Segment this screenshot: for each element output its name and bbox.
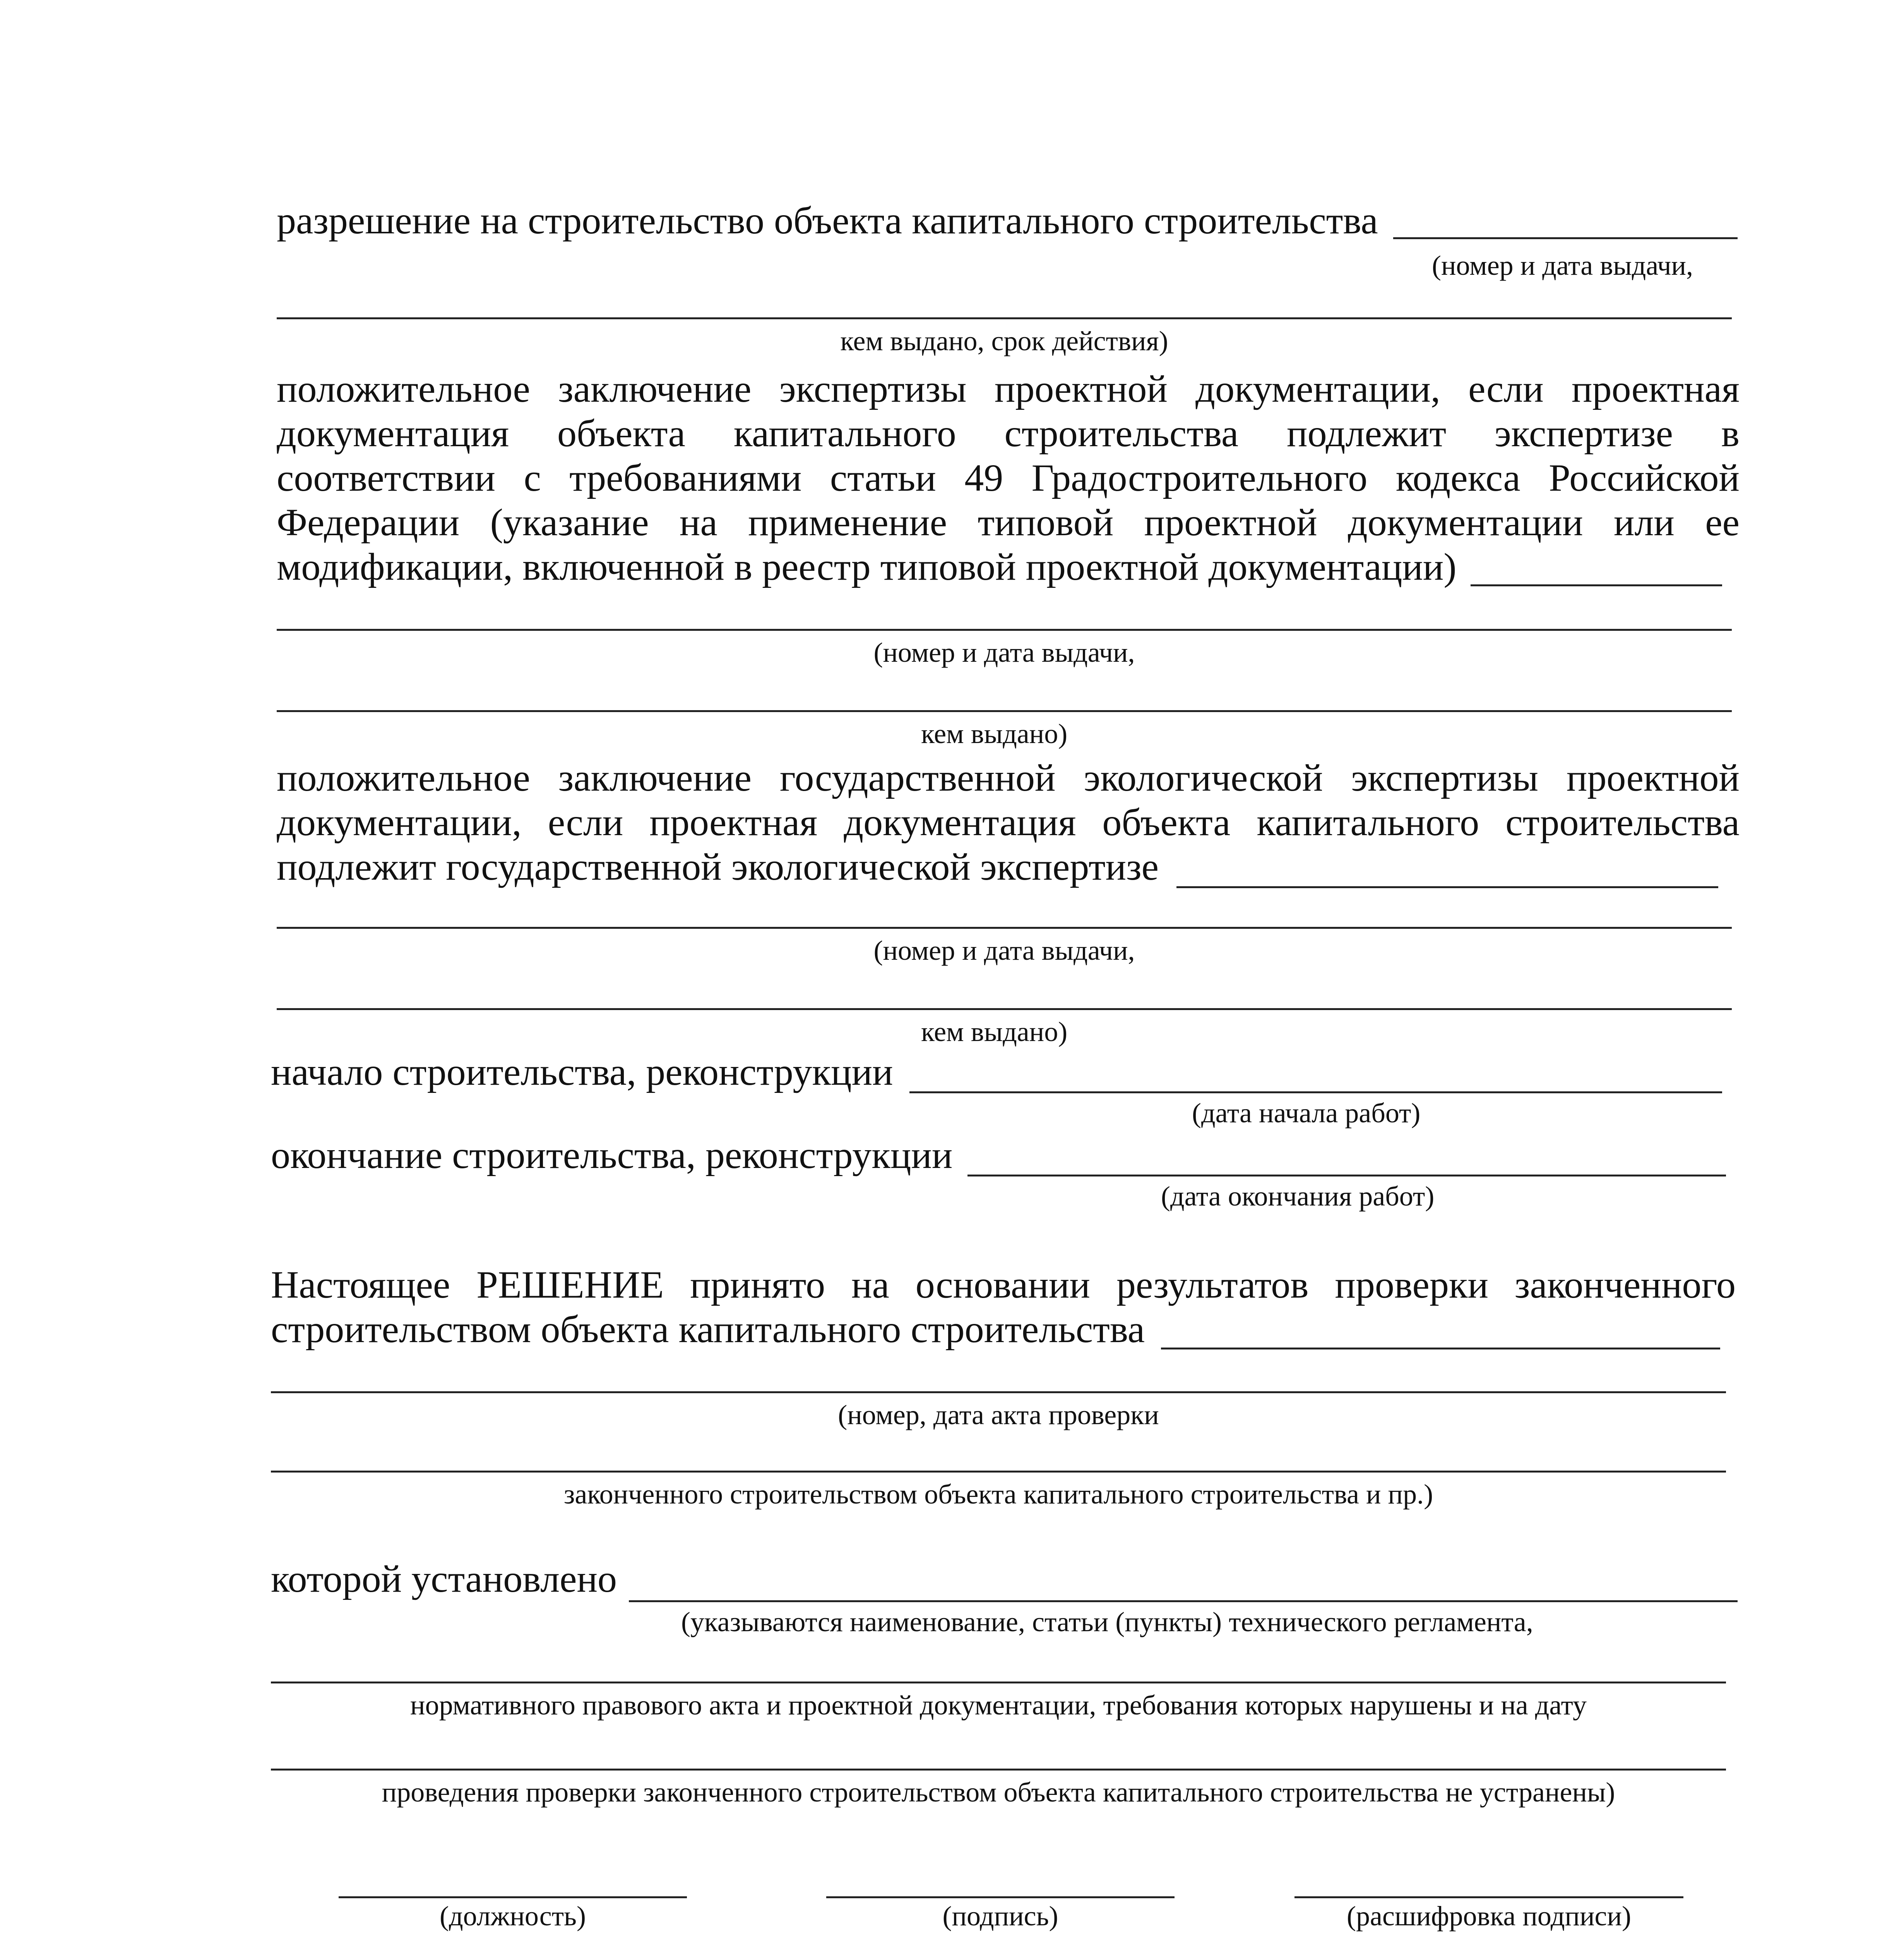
eco-caption-1: (номер и дата выдачи,	[873, 935, 1135, 966]
eco-caption-2: кем выдано)	[921, 1016, 1068, 1047]
signature-1-position-line[interactable]	[339, 1896, 687, 1898]
decision-number-line-2[interactable]	[271, 1391, 1726, 1393]
permit-caption-1: (номер и дата выдачи,	[1432, 250, 1693, 281]
expertise-line-1: положительное заключение экспертизы проектной документации, если проектная	[277, 367, 1740, 410]
established-caption-1: (указываются наименование, статьи (пункты) технического регламента,	[681, 1606, 1533, 1637]
decision-line-2: строительством объекта капитального строительства	[271, 1308, 1145, 1351]
established-caption-3: проведения проверки законченного строительством объекта капитального строительства не устранены)	[382, 1777, 1615, 1808]
permit-label: разрешение на строительство объекта капитального строительства	[277, 199, 1378, 242]
signature-1-sign-line[interactable]	[826, 1896, 1175, 1898]
established-line-2[interactable]	[271, 1682, 1726, 1683]
eco-line-3: подлежит государственной экологической экспертизе	[277, 845, 1159, 888]
expertise-number-line-2[interactable]	[277, 629, 1732, 631]
decision-caption-2: законченного строительством объекта капитального строительства и пр.)	[563, 1479, 1433, 1510]
established-line-3[interactable]	[271, 1769, 1726, 1771]
signature-1-decoding-line[interactable]	[1294, 1896, 1683, 1898]
start-caption: (дата начала работ)	[1192, 1098, 1421, 1128]
expertise-line-2: документация объекта капитального строительства подлежит экспертизе в	[277, 412, 1740, 455]
decision-number-line-1[interactable]	[1161, 1348, 1720, 1349]
end-label: окончание строительства, реконструкции	[271, 1134, 953, 1176]
permit-number-line[interactable]	[1393, 237, 1738, 239]
permit-caption-2: кем выдано, срок действия)	[840, 325, 1168, 356]
expertise-line-3: соответствии с требованиями статьи 49 Градостроительного кодекса Российской	[277, 456, 1740, 499]
end-caption: (дата окончания работ)	[1161, 1181, 1435, 1212]
decision-caption-1: (номер, дата акта проверки	[838, 1399, 1159, 1430]
expertise-issuer-line[interactable]	[277, 710, 1732, 712]
expertise-caption-2: кем выдано)	[921, 718, 1068, 749]
eco-issuer-line[interactable]	[277, 1008, 1732, 1010]
start-date-line[interactable]	[909, 1091, 1722, 1093]
eco-number-line-1[interactable]	[1176, 886, 1718, 888]
signature-1-position-caption: (должность)	[440, 1901, 586, 1932]
start-label: начало строительства, реконструкции	[271, 1050, 893, 1093]
eco-line-1: положительное заключение государственной экологической экспертизы проектной	[277, 756, 1740, 799]
expertise-number-line-1[interactable]	[1471, 584, 1722, 586]
expertise-line-4: Федерации (указание на применение типовой проектной документации или ее	[277, 501, 1740, 544]
expertise-line-5: модификации, включенной в реестр типовой проектной документации)	[277, 545, 1457, 588]
end-date-line[interactable]	[967, 1175, 1726, 1176]
signature-1-sign-caption: (подпись)	[942, 1901, 1058, 1932]
eco-line-2: документации, если проектная документация объекта капитального строительства	[277, 801, 1740, 844]
eco-number-line-2[interactable]	[277, 927, 1732, 929]
decision-line-1: Настоящее РЕШЕНИЕ принято на основании результатов проверки законченного	[271, 1263, 1736, 1306]
established-label: которой установлено	[271, 1557, 617, 1600]
expertise-caption-1: (номер и дата выдачи,	[873, 637, 1135, 668]
signature-1-decoding-caption: (расшифровка подписи)	[1347, 1901, 1631, 1932]
decision-detail-line[interactable]	[271, 1471, 1726, 1473]
established-caption-2: нормативного правового акта и проектной документации, требования которых нарушены и на дату	[410, 1690, 1587, 1721]
permit-issuer-line[interactable]	[277, 317, 1732, 319]
established-line-1[interactable]	[629, 1600, 1738, 1602]
